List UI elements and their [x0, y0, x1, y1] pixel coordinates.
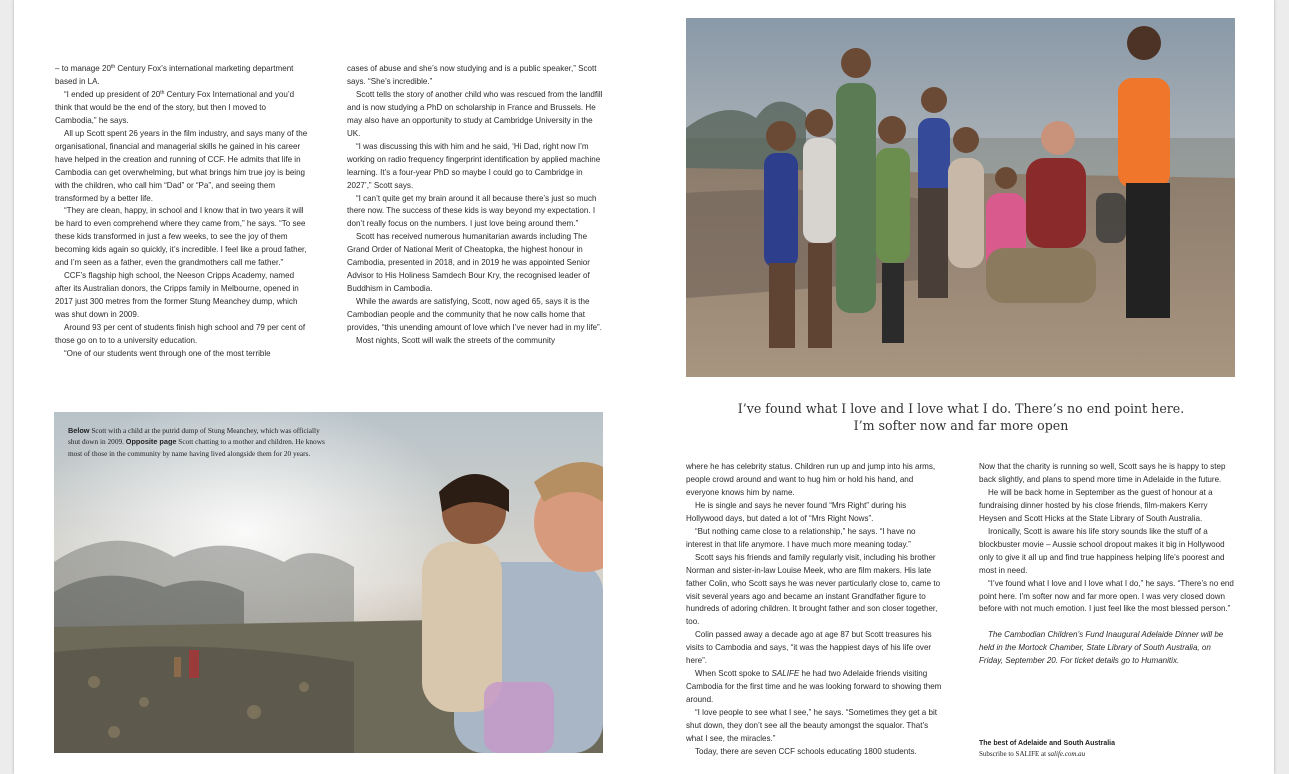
- paragraph: While the awards are satisfying, Scott, now aged 65, says it is the Cambodian people and the community that he now calls home that provides, “this unending amount of love which I’ve never had in my life”.: [347, 297, 602, 333]
- photo-scott-with-child-at-dump: [54, 412, 603, 753]
- article-column-1: [55, 63, 309, 361]
- page-footer: [979, 738, 1115, 760]
- paragraph: Scott has received numerous humanitarian awards including The Grand Order of National Merit of Cheatopka, the highest honour in Cambodia, presented in 2018, and in 2019 he was appointed Senior Advisor to His Holiness Samdech Bour Kry, the recognised leader of Buddhism in Cambodia.: [347, 232, 590, 294]
- pull-quote-line-2: I’m softer now and far more open: [853, 418, 1069, 433]
- paragraph: “I love people to see what I see,” he says. “Sometimes they get a bit shut down, they don’t see all the beauty amongst the squalor. That’s what I see, the miracles.”: [686, 708, 937, 744]
- paragraph: All up Scott spent 26 years in the film industry, and says many of the organisational, financial and managerial skills he gained in his career have helped in the creation and running of CCF. He admits that life in Cambodia can get overwhelming, but what brings him true joy is being with the children, who call him “Dad” or “Pa”, and seeing them transformed by a better life.: [55, 128, 308, 203]
- photo-illustration: [686, 18, 1235, 377]
- paragraph: CCF’s flagship high school, the Neeson Cripps Academy, named after its Australian donors, the Cripps family in Melbourne, opened in 2017 just 300 metres from the former Stung Meanchey dump, which was shut down in 2009.: [55, 271, 299, 320]
- paragraph: – to manage 20th Century Fox’s international marketing department based in LA.: [55, 64, 294, 86]
- article-column-2: [347, 63, 603, 348]
- article-column-4: [979, 461, 1235, 668]
- paragraph: “I can’t quite get my brain around it all because there’s just so much there now. The success of these kids is way beyond my expectation. I don’t really focus on the numbers. I just love being around them.”: [347, 193, 597, 229]
- paragraph: where he has celebrity status. Children run up and jump into his arms, people crowd around and want to hug him or hold his hand, and everyone knows him by name.: [686, 462, 936, 497]
- paragraph: Ironically, Scott is aware his life story sounds like the stuff of a blockbuster movie – Aussie school dropout makes it big in Hollywood only to give it all up and find true happiness helping life’s poorest and most in need.: [979, 526, 1225, 575]
- caption-label-opposite: Opposite page: [125, 437, 177, 447]
- paragraph: When Scott spoke to SALIFE he had two Adelaide friends visiting Cambodia for the first time and he was looking forward to showing them around.: [686, 669, 942, 705]
- event-note: The Cambodian Children’s Fund Inaugural Adelaide Dinner will be held in the Mortock Chamber, State Library of South Australia, on Friday, September 20. For ticket details go to Humanitix.: [979, 630, 1224, 666]
- paragraph: “But nothing came close to a relationship,” he says. “I have no interest in that life anymore. I have much more meaning today.”: [686, 526, 916, 549]
- paragraph: “I was discussing this with him and he said, ‘Hi Dad, right now I’m working on radio frequency fingerprint identification by applied machine learning. It’s a four-year PhD so maybe I could go to Cambridge in 2027’,” Scott says.: [347, 141, 601, 190]
- photo-scott-with-mother-and-children: [686, 18, 1235, 377]
- paragraph: “They are clean, happy, in school and I know that in two years it will be hard to even comprehend where they came from,” he says. “To see these kids transformed in just a few weeks, to see the joy of them becoming kids again so quickly, it’s incredible. I feel like a proud father, and I’m seen as a father, even the grandmothers call me father.”: [55, 206, 307, 268]
- paragraph: “I’ve found what I love and I love what I do,” he says. “There’s no end point here. I’m softer now and far more open. I was very closed down before with not much emotion. I just feel like the most blessed person.”: [979, 578, 1234, 614]
- photo-illustration: [54, 412, 603, 753]
- paragraph: “I ended up president of 20th Century Fox International and you’d think that would be the end of the story, but then I moved to Cambodia,” he says.: [55, 89, 295, 125]
- paragraph: “One of our students went through one of the most terrible: [64, 348, 271, 358]
- paragraph: Colin passed away a decade ago at age 87 but Scott treasures his visits to Cambodia and says, “it was the happiest days of his life over here”.: [686, 630, 932, 666]
- paragraph: Most nights, Scott will walk the streets of the community: [356, 336, 556, 346]
- footer-link[interactable]: salife.com.au: [1047, 750, 1086, 758]
- photo-caption: Below Scott with a child at the putrid dump of Stung Meanchey, which was officially shut down in 2009. Opposite page Scott chatting to a mother and children. He knows most of those in the community by name having lived alongside them for 20 years.: [68, 426, 325, 458]
- caption-label-below: Below: [68, 426, 90, 435]
- article-column-3: [686, 461, 944, 759]
- paragraph: Scott tells the story of another child who was rescued from the landfill and is now studying a PhD on scholarship in France and Brussels. He may also have an opportunity to study at Cambridge University in the UK.: [347, 89, 603, 138]
- paragraph: Around 93 per cent of students finish high school and 79 per cent of those go on to to a university education.: [55, 323, 306, 346]
- paragraph: He will be back home in September as the guest of honour at a fundraising dinner hosted by his close friends, film-makers Kerry Heysen and Scott Hicks at the State Library of South Australia.: [979, 487, 1213, 523]
- footer-title: The best of Adelaide and South Australia: [979, 740, 1115, 747]
- pull-quote: [687, 400, 1235, 434]
- paragraph: Scott says his friends and family regularly visit, including his brother Norman and sister-in-law Louise Meek, who are film makers. His late father Colin, who Scott says he was never particularly close to, came to visit several years ago and became an instant Grandfather figure to hundreds of adoring children. It brought father and son closer together, too.: [686, 552, 941, 627]
- paragraph: Now that the charity is running so well, Scott says he is happy to step back slightly, and plans to spend more time in Adelaide in the future.: [979, 462, 1226, 484]
- pull-quote-line-1: I’ve found what I love and I love what I do. There’s no end point here.: [737, 401, 1185, 416]
- paragraph: cases of abuse and she’s now studying and is a public speaker,” Scott says. “She’s incredible.”: [347, 64, 597, 86]
- magazine-spread: [14, 0, 1274, 774]
- paragraph: Today, there are seven CCF schools educating 1800 students.: [695, 746, 917, 756]
- footer-subscribe: Subscribe to SALIFE at salife.com.au: [979, 750, 1086, 758]
- paragraph: He is single and says he never found “Mrs Right” during his Hollywood days, but dated a lot of “Mrs Right Nows”.: [686, 500, 907, 523]
